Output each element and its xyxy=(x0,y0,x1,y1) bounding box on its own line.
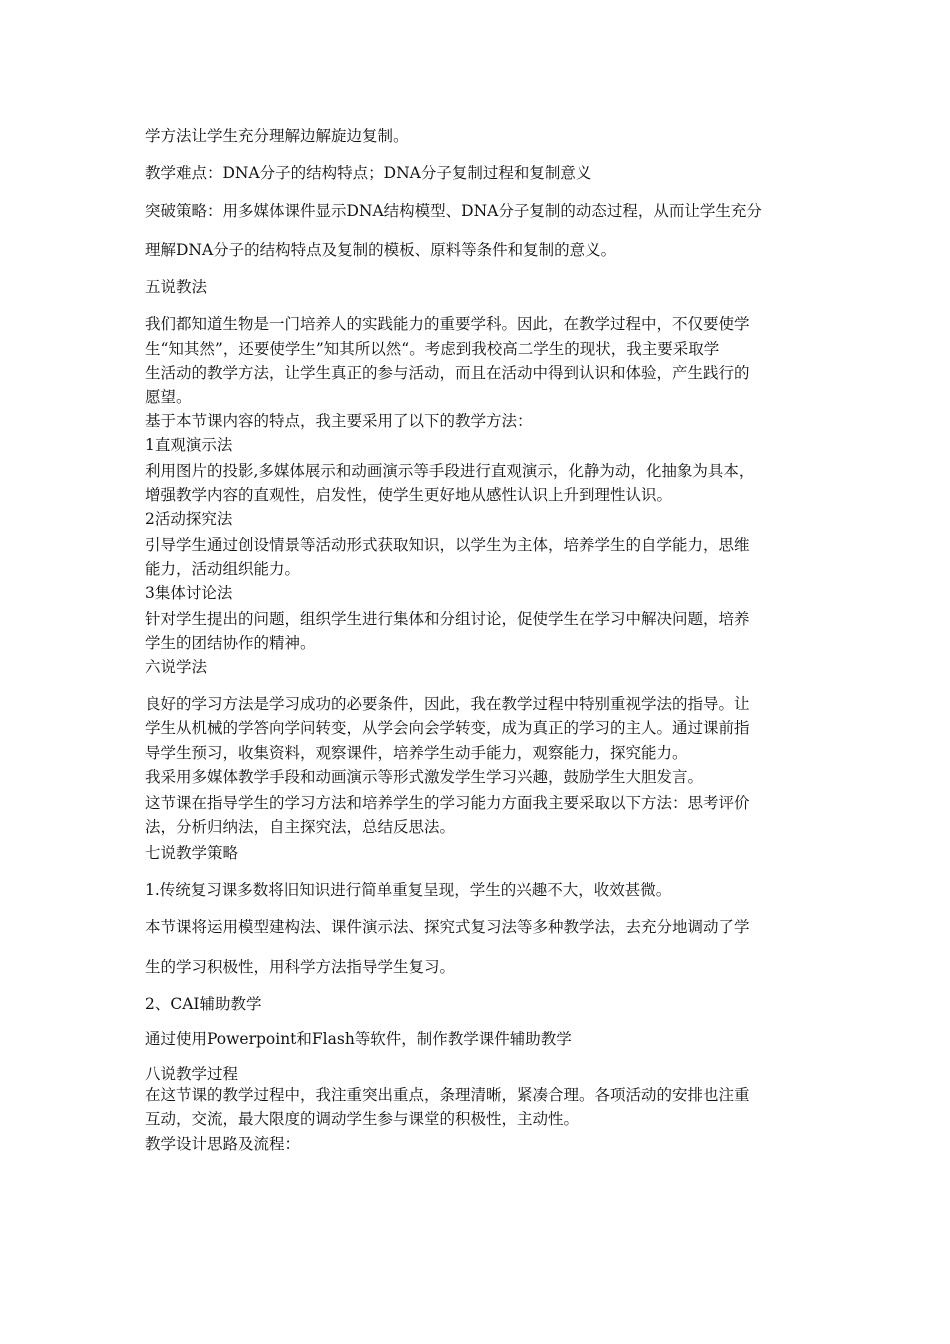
subsection-heading: 2、CAI辅助教学 xyxy=(145,995,262,1013)
text-line: 针对学生提出的问题，组织学生进行集体和分组讨论，促使学生在学习中解决问题，培养 xyxy=(145,610,750,628)
text-line: 我采用多媒体教学手段和动画演示等形式激发学生学习兴趣，鼓励学生大胆发言。 xyxy=(145,768,704,786)
section-heading: 八说教学过程 xyxy=(145,1065,239,1083)
text-line: 生“知其然”，还要使学生”知其所以然“。考虑到我校高二学生的现状，我主要采取学 xyxy=(145,340,720,358)
text-line: 教学设计思路及流程： xyxy=(145,1135,301,1153)
section-heading: 五说教法 xyxy=(145,278,208,296)
text-line: 本节课将运用模型建构法、课件演示法、探究式复习法等多种教学法，去充分地调动了学 xyxy=(145,918,750,936)
text-line: 生活动的教学方法，让学生真正的参与活动，而且在活动中得到认识和体验，产生践行的 xyxy=(145,364,750,382)
text-line: 互动，交流，最大限度的调动学生参与课堂的积极性，主动性。 xyxy=(145,1110,580,1128)
text-line: 增强教学内容的直观性，启发性，使学生更好地从感性认识上升到理性认识。 xyxy=(145,486,673,504)
text-line: 法，分析归纳法，自主探究法，总结反思法。 xyxy=(145,818,456,836)
text-line: 在这节课的教学过程中，我注重突出重点，条理清晰，紧凑合理。各项活动的安排也注重 xyxy=(145,1086,750,1104)
text-line: 通过使用Powerpoint和Flash等软件，制作教学课件辅助教学 xyxy=(145,1030,572,1048)
text-line: 导学生预习，收集资料，观察课件，培养学生动手能力，观察能力，探究能力。 xyxy=(145,744,688,762)
text-line: 利用图片的投影,多媒体展示和动画演示等手段进行直观演示，化静为动，化抽象为具本， xyxy=(145,462,755,480)
text-line: 学方法让学生充分理解边解旋边复制。 xyxy=(145,127,409,145)
text-line: 1.传统复习课多数将旧知识进行简单重复呈现，学生的兴趣不大，收效甚微。 xyxy=(145,881,672,899)
text-line: 基于本节课内容的特点，我主要采用了以下的教学方法： xyxy=(145,412,533,430)
text-line: 我们都知道生物是一门培养人的实践能力的重要学科。因此，在教学过程中，不仅要使学 xyxy=(145,315,750,333)
text-line: 教学难点：DNA分子的结构特点；DNA分子复制过程和复制意义 xyxy=(145,164,592,182)
section-heading: 六说学法 xyxy=(145,658,208,676)
text-line: 引导学生通过创设情景等活动形式获取知识，以学生为主体，培养学生的自学能力，思维 xyxy=(145,536,750,554)
text-line: 能力，活动组织能力。 xyxy=(145,560,301,578)
text-line: 理解DNA分子的结构特点及复制的模板、原料等条件和复制的意义。 xyxy=(145,241,617,259)
text-line: 良好的学习方法是学习成功的必要条件，因此，我在教学过程中特别重视学法的指导。让 xyxy=(145,695,750,713)
method-heading: 1直观演示法 xyxy=(145,436,233,454)
text-line: 突破策略：用多媒体课件显示DNA结构模型、DNA分子复制的动态过程，从而让学生充分 xyxy=(145,202,762,220)
method-heading: 3集体讨论法 xyxy=(145,584,233,602)
text-line: 愿望。 xyxy=(145,388,192,406)
text-line: 学生从机械的学答向学问转变，从学会向会学转变，成为真正的学习的主人。通过课前指 xyxy=(145,719,750,737)
method-heading: 2活动探究法 xyxy=(145,510,233,528)
text-line: 生的学习积极性，用科学方法指导学生复习。 xyxy=(145,958,456,976)
text-line: 这节课在指导学生的学习方法和培养学生的学习能力方面我主要采取以下方法：思考评价 xyxy=(145,794,750,812)
text-line: 学生的团结协作的精神。 xyxy=(145,634,316,652)
section-heading: 七说教学策略 xyxy=(145,844,239,862)
